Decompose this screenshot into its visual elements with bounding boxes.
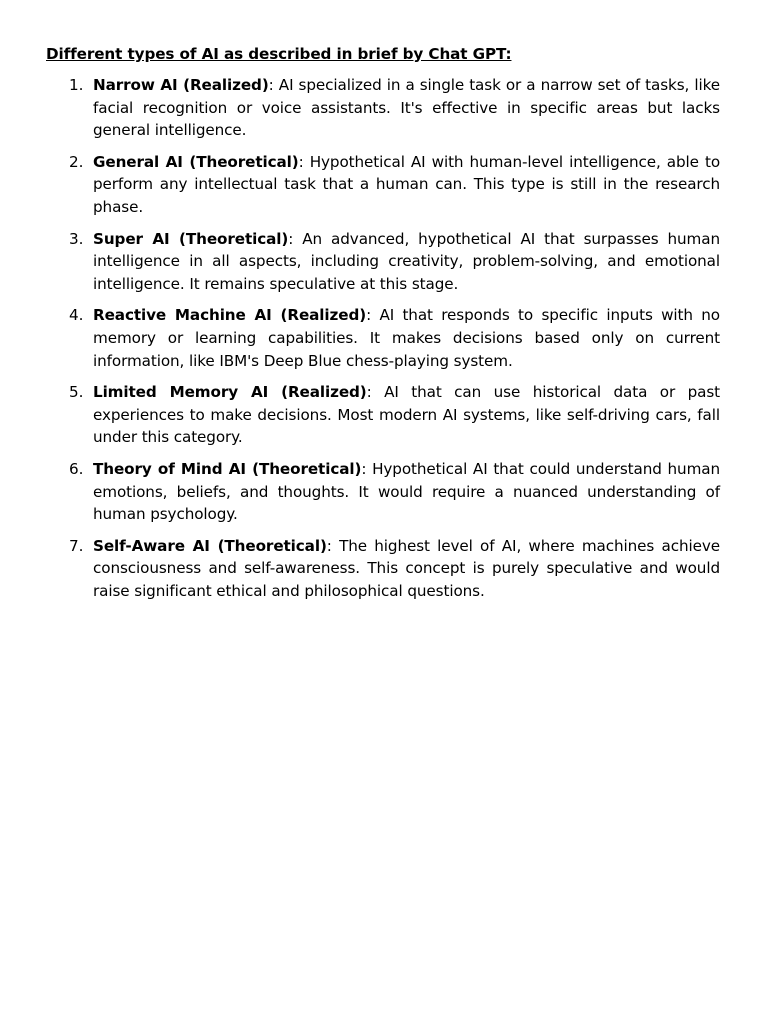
list-item-description: : AI that responds to specific inputs with no memory or learning capabilities. It makes decisions based only on current information, like IBM's Deep Blue chess-playing system. (93, 306, 720, 370)
list-item-description: : Hypothetical AI with human-level intelligence, able to perform any intellectual task that a human can. This type is still in the research phase. (93, 152, 721, 216)
list-item-description: : AI that can use historical data or past experiences to make decisions. Most modern AI systems, like self-driving cars, fall under this category. (93, 383, 720, 447)
list-item-number: 3. (69, 229, 84, 248)
list-item (46, 458, 720, 526)
list-item-description: : An advanced, hypothetical AI that surpasses human intelligence in all aspects, including creativity, problem-solving, and emotional intelligence. It remains speculative at this stage. (93, 229, 720, 293)
list-item (46, 228, 720, 296)
list-item-term: General AI (Theoretical) (93, 152, 299, 171)
ai-types-list (46, 74, 720, 602)
list-item-number: 5. (69, 383, 84, 402)
list-item (46, 381, 720, 449)
document-heading: Different types of AI as described in brief by Chat GPT: (46, 45, 512, 63)
list-item-number: 2. (69, 152, 84, 171)
list-item-term: Super AI (Theoretical) (93, 229, 289, 248)
list-item-term: Theory of Mind AI (Theoretical) (93, 459, 362, 478)
list-item-term: Reactive Machine AI (Realized) (93, 306, 367, 325)
list-item (46, 535, 720, 603)
list-item (46, 304, 720, 372)
list-item (46, 151, 720, 219)
list-item-term: Self-Aware AI (Theoretical) (93, 536, 327, 555)
list-item-term: Limited Memory AI (Realized) (93, 383, 367, 402)
list-item-number: 7. (69, 536, 84, 555)
list-item-description: : The highest level of AI, where machines achieve consciousness and self-awareness. This concept is purely speculative and would raise significant ethical and philosophical questions. (93, 536, 720, 600)
list-item-number: 1. (69, 76, 84, 94)
list-item (46, 74, 720, 142)
list-item-description: : AI specialized in a single task or a narrow set of tasks, like facial recognition or voice assistants. It's effective in specific areas but lacks general intelligence. (93, 76, 720, 140)
list-item-description: : Hypothetical AI that could understand human emotions, beliefs, and thoughts. It would require a nuanced understanding of human psychology. (93, 459, 720, 524)
list-item-number: 4. (69, 306, 84, 325)
list-item-number: 6. (69, 459, 84, 478)
list-item-term: Narrow AI (Realized) (93, 76, 269, 94)
